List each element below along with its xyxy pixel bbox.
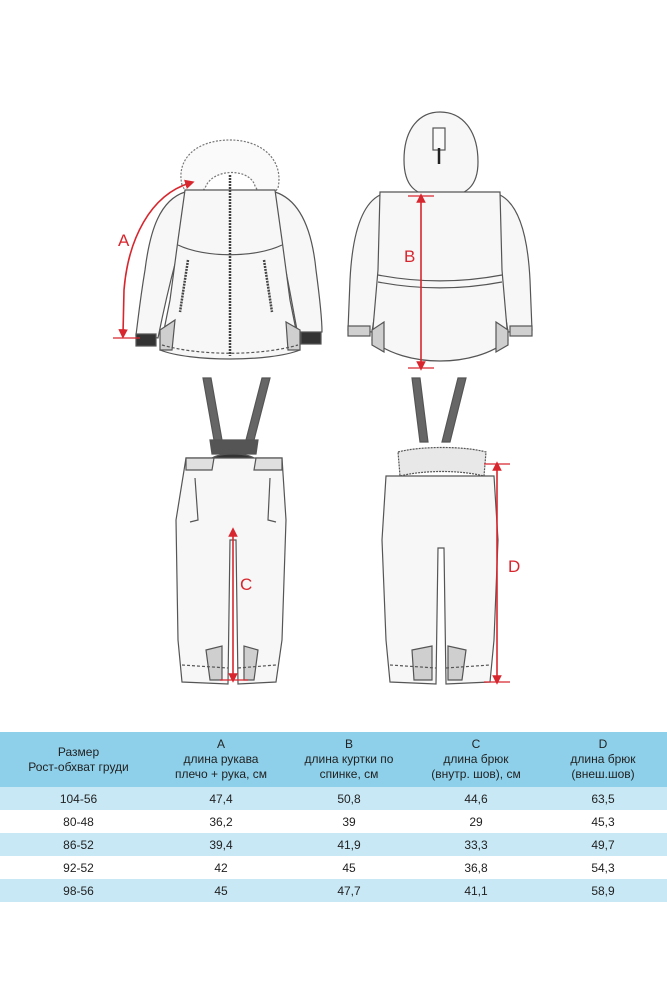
- back-waistband: [398, 448, 486, 477]
- column-header-c: [413, 732, 539, 787]
- front-right-strap: [246, 378, 270, 440]
- size-cell: 104-56: [0, 787, 157, 810]
- value-c-cell: 33,3: [413, 833, 539, 856]
- value-a-cell: 39,4: [157, 833, 285, 856]
- front-left-cuff: [136, 334, 156, 346]
- column-header-d: [539, 732, 667, 787]
- table-row: [0, 787, 667, 810]
- size-cell: 80-48: [0, 810, 157, 833]
- table-row: [0, 810, 667, 833]
- column-b-line1: длина куртки по: [304, 752, 394, 766]
- front-left-strap: [203, 378, 222, 440]
- back-pants-body: [382, 476, 498, 684]
- pants-front-drawing: [176, 378, 286, 684]
- column-c-line2: (внутр. шов), см: [431, 767, 521, 781]
- value-b-cell: 45: [285, 856, 413, 879]
- table-row: [0, 856, 667, 879]
- value-b-cell: 39: [285, 810, 413, 833]
- back-body: [372, 192, 508, 361]
- size-table: [0, 732, 667, 902]
- value-d-cell: 58,9: [539, 879, 667, 902]
- value-a-cell: 47,4: [157, 787, 285, 810]
- value-b-cell: 50,8: [285, 787, 413, 810]
- back-left-strap: [412, 378, 428, 442]
- pants-back-drawing: [382, 378, 498, 684]
- column-c-line1: длина брюк: [443, 752, 509, 766]
- value-d-cell: 45,3: [539, 810, 667, 833]
- table-header-row: [0, 732, 667, 787]
- column-header-b: [285, 732, 413, 787]
- front-right-cuff: [301, 332, 321, 344]
- value-c-cell: 29: [413, 810, 539, 833]
- measure-a-label: A: [118, 231, 130, 250]
- column-a-line2: плечо + рука, см: [174, 767, 268, 781]
- size-cell: 92-52: [0, 856, 157, 879]
- column-d-letter: D: [598, 737, 608, 751]
- column-a-line1: длина рукава: [183, 752, 259, 766]
- value-d-cell: 63,5: [539, 787, 667, 810]
- size-header-line1: Размер: [57, 744, 100, 759]
- size-cell: 98-56: [0, 879, 157, 902]
- column-d-line1: длина брюк: [570, 752, 636, 766]
- measure-b-label: B: [404, 247, 416, 266]
- value-d-cell: 54,3: [539, 856, 667, 879]
- size-header-line2: Рост-обхват груди: [28, 759, 129, 774]
- value-c-cell: 41,1: [413, 879, 539, 902]
- column-b-letter: B: [344, 737, 353, 751]
- column-a-letter: A: [216, 737, 225, 751]
- value-c-cell: 44,6: [413, 787, 539, 810]
- value-a-cell: 36,2: [157, 810, 285, 833]
- back-right-strap: [442, 378, 466, 442]
- value-a-cell: 42: [157, 856, 285, 879]
- value-b-cell: 41,9: [285, 833, 413, 856]
- table-row: [0, 833, 667, 856]
- value-c-cell: 36,8: [413, 856, 539, 879]
- jacket-front-drawing: [136, 140, 322, 359]
- size-cell: 86-52: [0, 833, 157, 856]
- column-d-line2: (внеш.шов): [571, 767, 635, 781]
- measure-c-label: C: [240, 575, 253, 594]
- table-row: [0, 879, 667, 902]
- column-b-line2: спинке, см: [319, 767, 379, 781]
- column-c-letter: C: [471, 737, 481, 751]
- value-d-cell: 49,7: [539, 833, 667, 856]
- column-header-a: [157, 732, 285, 787]
- size-column-header: [0, 732, 157, 787]
- value-b-cell: 47,7: [285, 879, 413, 902]
- back-hood: [404, 112, 478, 198]
- measure-d-label: D: [508, 557, 521, 576]
- value-a-cell: 45: [157, 879, 285, 902]
- jacket-back-drawing: [348, 112, 532, 361]
